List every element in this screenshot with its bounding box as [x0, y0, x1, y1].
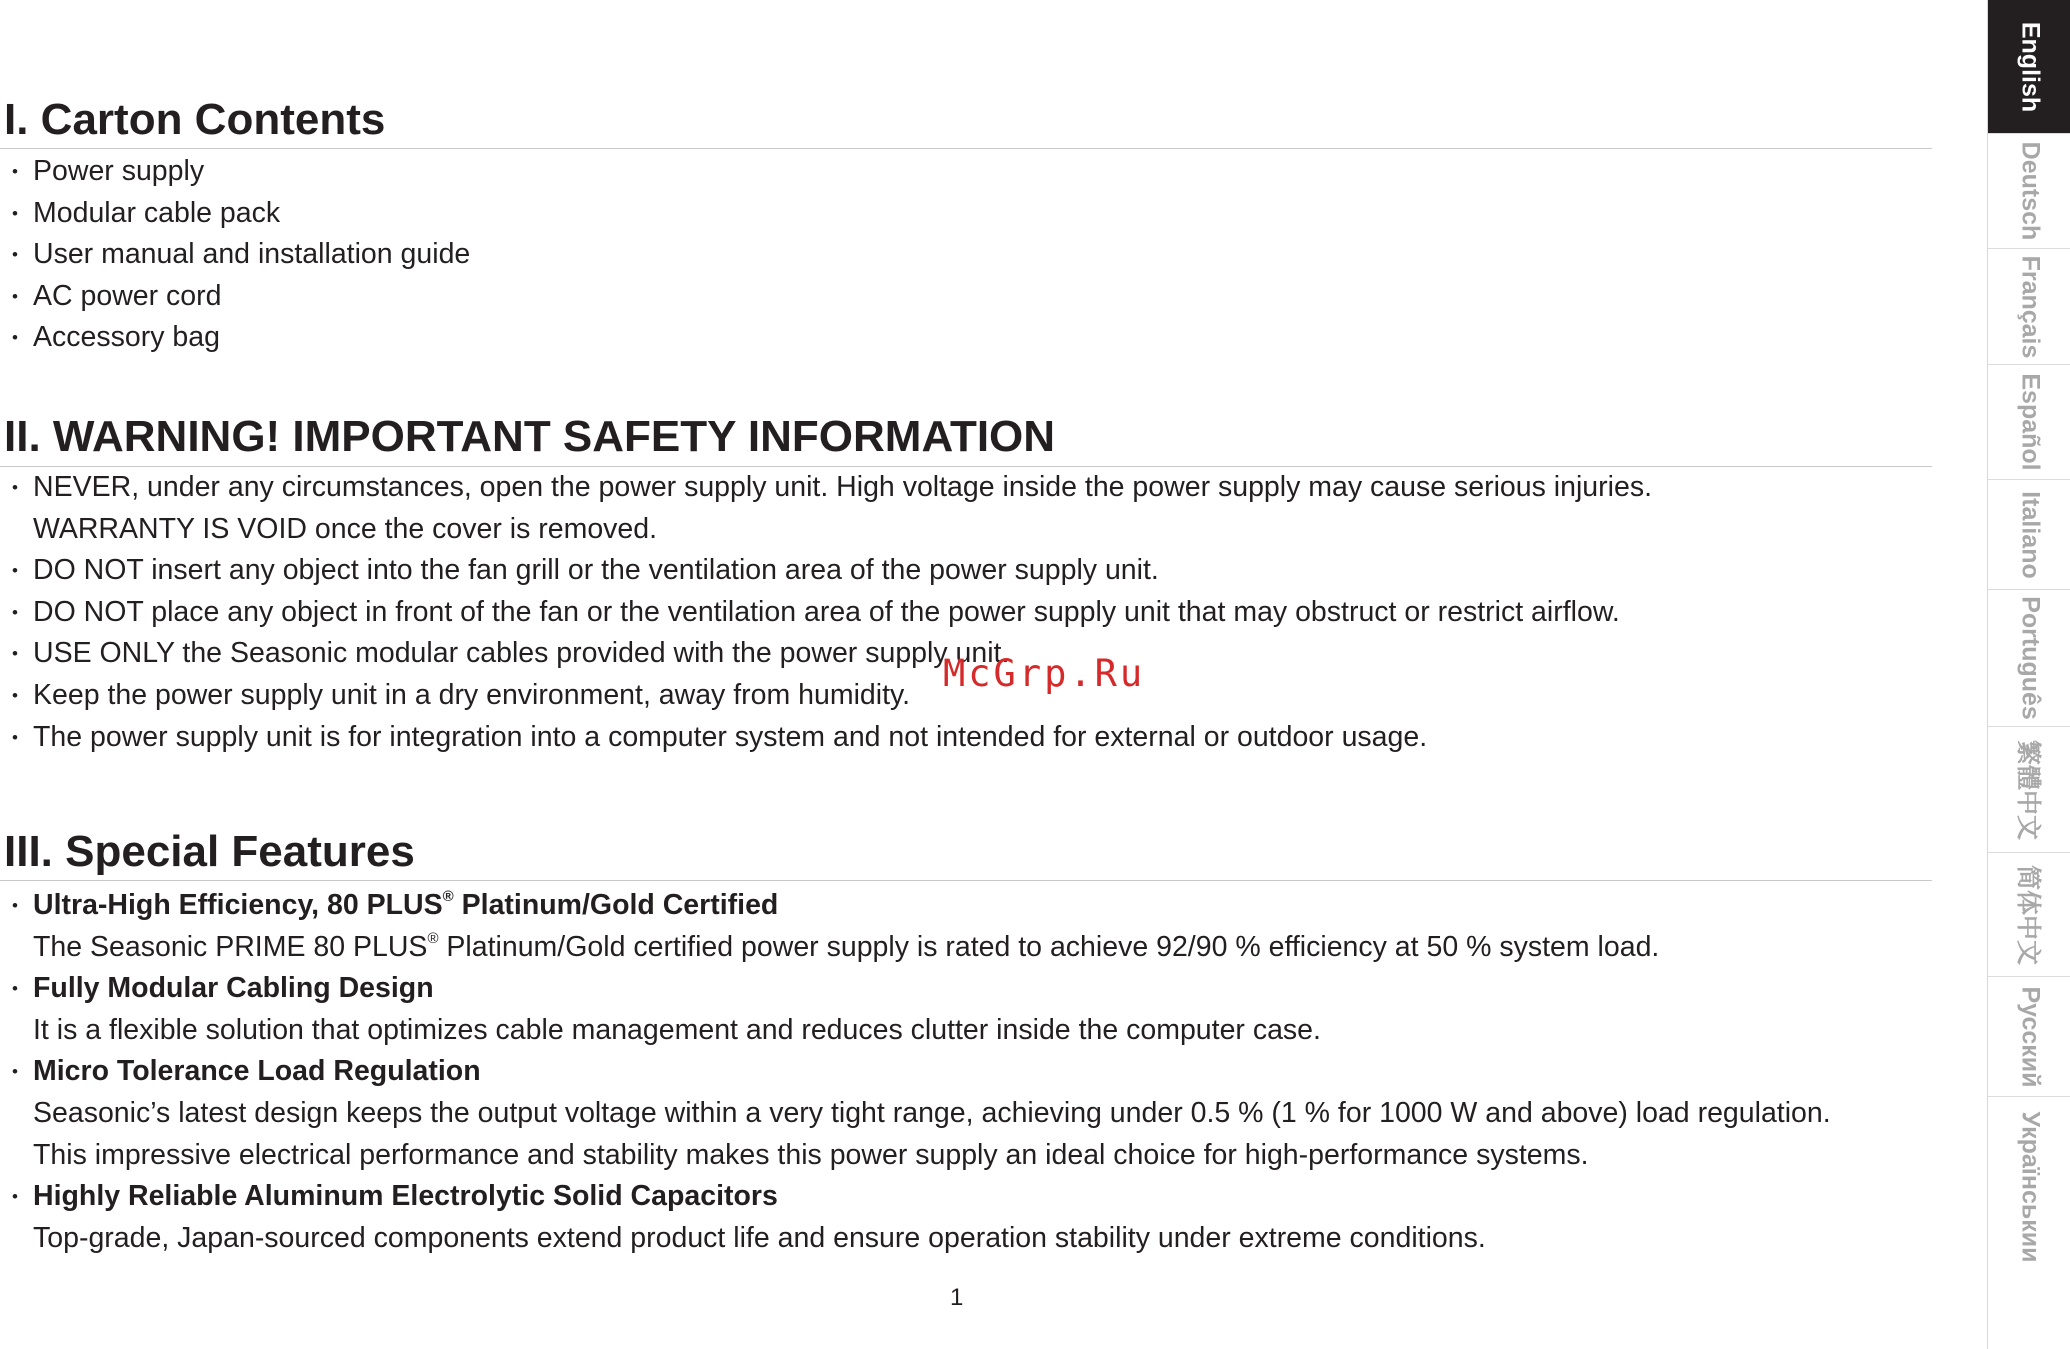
safety-warning-heading: II. WARNING! IMPORTANT SAFETY INFORMATION — [4, 412, 1056, 461]
list-item: • The power supply unit is for integration into a computer system and not intended for external or outdoor usage. — [0, 717, 1935, 759]
feature-title: • Highly Reliable Aluminum Electrolytic Solid Capacitors — [33, 1180, 778, 1213]
list-item: • User manual and installation guide — [0, 234, 1935, 276]
language-label: English — [2016, 21, 2044, 112]
language-tab-english[interactable] — [1988, 0, 2070, 133]
language-tab-italiano[interactable] — [1988, 479, 2070, 589]
list-item: • USE ONLY the Seasonic modular cables provided with the power supply unit. — [0, 633, 1935, 675]
feature-title: • Fully Modular Cabling Design — [33, 972, 434, 1005]
language-label: Português — [2016, 596, 2044, 720]
feature-description: Top-grade, Japan-sourced components extend product life and ensure operation stability under extreme conditions. — [33, 1221, 1486, 1254]
language-tab-deutsch[interactable] — [1988, 133, 2070, 248]
language-sidebar — [1987, 0, 2070, 1349]
list-item: • Modular cable pack — [0, 193, 1935, 235]
language-tab-russian[interactable] — [1988, 976, 2070, 1096]
special-features-heading: III. Special Features — [4, 827, 415, 876]
list-item: • DO NOT insert any object into the fan grill or the ventilation area of the power supply unit. — [0, 550, 1935, 592]
language-tab-ukrainian[interactable] — [1988, 1096, 2070, 1349]
safety-warning-list — [0, 467, 1935, 758]
language-label: Українськии — [2016, 1111, 2044, 1263]
list-item — [0, 467, 1935, 550]
language-tab-simplified-chinese[interactable] — [1988, 852, 2070, 976]
language-tab-espanol[interactable] — [1988, 364, 2070, 479]
page-number: 1 — [950, 1284, 964, 1311]
carton-contents-heading: I. Carton Contents — [4, 95, 386, 144]
language-label: 简体中文 — [2013, 864, 2042, 965]
carton-contents-list — [0, 151, 1935, 359]
language-tab-portugues[interactable] — [1988, 589, 2070, 726]
list-item: • AC power cord — [0, 276, 1935, 318]
warning-line: WARRANTY IS VOID once the cover is removed. — [33, 512, 658, 545]
special-features-list — [0, 885, 1935, 1259]
warning-line: • NEVER, under any circumstances, open the power supply unit. High voltage inside the power supply may cause serious injuries. — [33, 471, 1653, 503]
section-divider — [0, 148, 1932, 149]
list-item: • DO NOT place any object in front of the fan or the ventilation area of the power supply unit that may obstruct or restrict airflow. — [0, 592, 1935, 634]
language-tab-francais[interactable] — [1988, 248, 2070, 364]
section-divider — [0, 880, 1932, 881]
feature-item — [0, 1176, 1935, 1259]
language-tab-traditional-chinese[interactable] — [1988, 726, 2070, 852]
list-item: • Accessory bag — [0, 317, 1935, 359]
feature-item — [0, 885, 1935, 968]
feature-title: • Micro Tolerance Load Regulation — [33, 1055, 481, 1088]
feature-description: The Seasonic PRIME 80 PLUS® Platinum/Gold certified power supply is rated to achieve 92/90 % efficiency at 50 % system load. — [33, 929, 1660, 963]
watermark: McGrp.Ru — [943, 652, 1146, 695]
language-label: Русский — [2016, 985, 2044, 1088]
language-label: Italiano — [2016, 490, 2044, 579]
feature-description: Seasonic’s latest design keeps the output voltage within a very tight range, achieving under 0.5 % (1 % for 1000 W and above) load regulation. — [33, 1096, 1831, 1129]
feature-item — [0, 968, 1935, 1051]
feature-item — [0, 1051, 1935, 1176]
feature-description: This impressive electrical performance and stability makes this power supply an ideal choice for high-performance systems. — [33, 1138, 1589, 1171]
language-label: 繁體中文 — [2013, 739, 2042, 840]
language-label: Deutsch — [2016, 141, 2044, 241]
feature-description: It is a flexible solution that optimizes cable management and reduces clutter inside the computer case. — [33, 1013, 1321, 1046]
feature-title: • Ultra-High Efficiency, 80 PLUS® Platinum/Gold Certified — [33, 888, 779, 921]
list-item: • Keep the power supply unit in a dry environment, away from humidity. — [0, 675, 1935, 717]
language-label: Français — [2016, 255, 2044, 358]
language-label: Español — [2016, 373, 2044, 471]
list-item: • Power supply — [0, 151, 1935, 193]
